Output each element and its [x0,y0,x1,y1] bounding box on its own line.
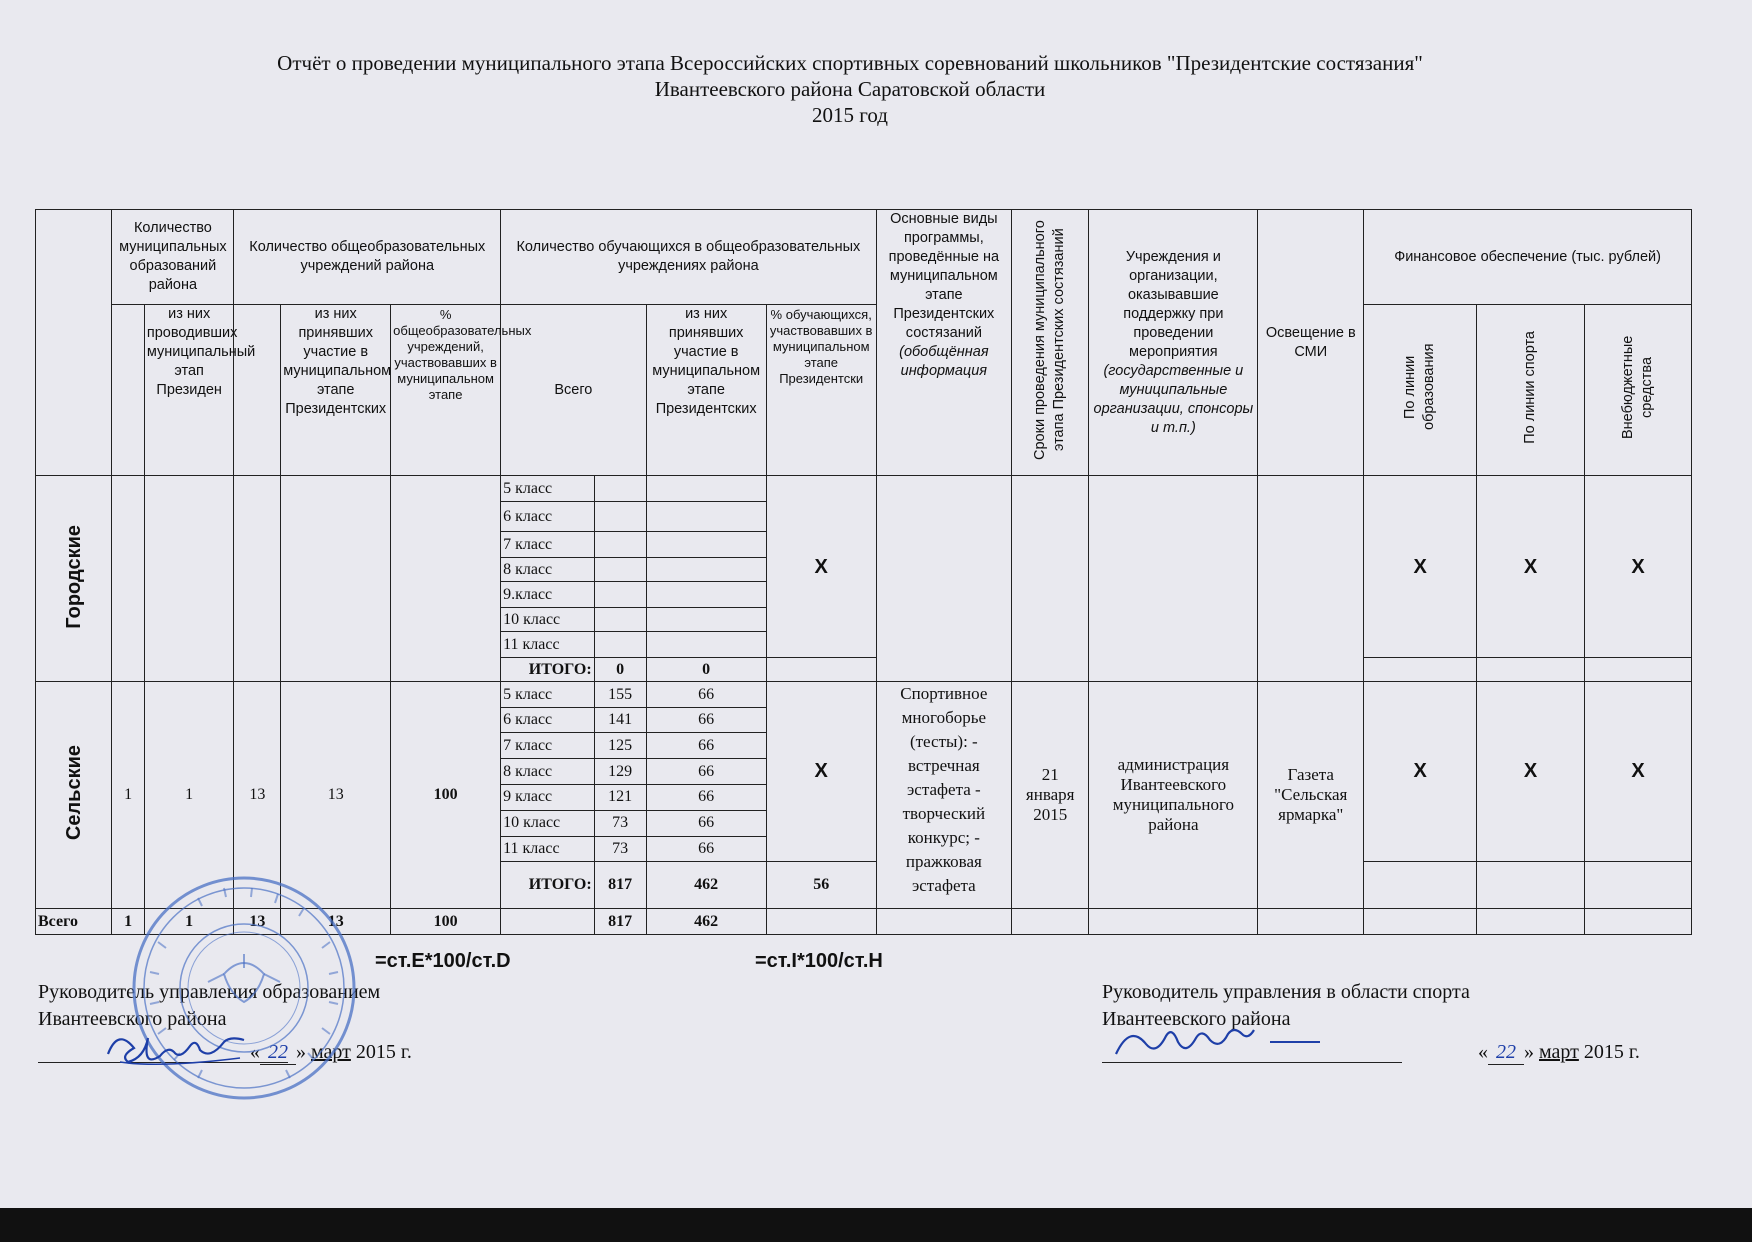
grand-total-support [1089,909,1258,935]
urban-total-fin-sport [1477,658,1585,682]
municipal-empty-header [112,305,145,476]
grand-total-media [1258,909,1364,935]
finance-edu-header [1364,305,1477,476]
grand-total-schools: 13 [234,909,281,935]
students-part-header [646,305,766,476]
header-row-top [36,210,1692,305]
report-title: Отчёт о проведении муниципального этапа Всероссийских спортивных соревнований школьников "Президентские состязания" [277,51,1423,75]
rural-total-part: 462 [646,861,766,908]
schools-empty-header [234,305,281,476]
grand-total-students: 817 [594,909,646,935]
students-pct-header [766,305,876,476]
urban-class-part [646,532,766,558]
urban-class-total [594,532,646,558]
left-quote-close: » [296,1041,306,1063]
corner-cell [36,210,112,476]
right-date [1478,1040,1640,1065]
left-signature-icon [100,1022,270,1074]
finance-sport-header-text: По линии спорта [1522,330,1539,444]
grand-total-label: Всего [36,909,112,935]
finance-edu-header-text: По линии образования [1402,343,1438,431]
rural-schools-part: 13 [281,682,391,909]
urban-fin-extra: Х [1585,476,1692,658]
municipal-held-header-text: из них проводивших муниципальный этап Президен [146,306,256,398]
rural-fin-sport: Х [1477,682,1585,862]
urban-class-total [594,558,646,582]
rural-total-pct: 56 [766,861,876,908]
urban-class-label: 9.класс [501,582,595,608]
grand-total-fin-sport [1477,909,1585,935]
rural-class-label: 8 класс [501,759,595,785]
rural-total-fin-edu [1364,861,1477,908]
urban-row-5 [36,476,1692,502]
left-date-year: 2015 г. [355,1041,412,1063]
right-quote-close: » [1524,1041,1534,1063]
rural-pct-x: Х [766,682,876,862]
urban-schools [234,476,281,682]
finance-extra-header-text: Внебюджетные средства [1620,335,1655,439]
urban-support [1089,476,1258,682]
program-header [876,210,1011,476]
finance-sport-header [1477,305,1585,476]
left-signer-district: Ивантеевского района [38,1008,227,1030]
rural-total-label: ИТОГО: [501,861,595,908]
urban-label: Городские [62,524,85,629]
urban-class-part [646,558,766,582]
header-row-sub [36,305,1692,476]
rural-class-label: 11 класс [501,836,595,861]
rural-class-part: 66 [646,682,766,708]
rural-class-total: 129 [594,759,646,785]
rural-class-part: 66 [646,785,766,810]
grand-total-fin-extra [1585,909,1692,935]
rural-class-label: 10 класс [501,810,595,836]
rural-class-part: 66 [646,759,766,785]
urban-fin-edu: Х [1364,476,1477,658]
rural-schools-pct: 100 [391,682,501,909]
rural-class-total: 73 [594,836,646,861]
schools-part-header-text: из них принявших участие в муниципальном этапе Президентских [283,306,392,417]
finance-header: Финансовое обеспечение (тыс. рублей) [1364,210,1692,305]
rural-class-label: 6 класс [501,708,595,733]
support-header [1089,210,1258,476]
urban-total-students: 0 [594,658,646,682]
rural-class-part: 66 [646,836,766,861]
urban-total-part: 0 [646,658,766,682]
report-table [35,209,1692,935]
dates-header [1012,210,1089,476]
students-count-header: Количество обучающихся в общеобразовательных учреждениях района [501,210,877,305]
urban-label-cell [36,476,112,682]
urban-class-part [646,476,766,502]
dates-header-text: Сроки проведения муниципального этапа Президентских состязаний [1032,219,1068,460]
right-signer-district: Ивантеевского района [1102,1008,1291,1030]
finance-extra-header [1585,305,1692,476]
urban-class-part [646,502,766,532]
urban-class-label: 8 класс [501,558,595,582]
grand-total-schools-pct: 100 [391,909,501,935]
urban-total-fin-extra [1585,658,1692,682]
schools-count-header: Количество общеобразовательных учреждений района [234,210,501,305]
urban-class-total [594,608,646,632]
support-header-text: Учреждения и организации, оказывавшие поддержку при проведении мероприятия [1123,248,1224,360]
rural-class-label: 5 класс [501,682,595,708]
urban-class-part [646,632,766,658]
urban-media [1258,476,1364,682]
grand-total-fin-edu [1364,909,1477,935]
rural-class-part: 66 [646,708,766,733]
rural-fin-edu: Х [1364,682,1477,862]
rural-class-total: 73 [594,810,646,836]
rural-label-cell [36,682,112,909]
urban-dates [1012,476,1089,682]
left-date-day: 22 [260,1040,296,1065]
rural-schools: 13 [234,682,281,909]
urban-class-label: 10 класс [501,608,595,632]
rural-program [876,682,1011,909]
municipal-count-header: Количество муниципальных образований района [112,210,234,305]
left-quote-open: « [250,1041,260,1063]
rural-support: администрация Ивантеевского муниципального района [1089,682,1258,909]
urban-class-part [646,608,766,632]
rural-total-fin-sport [1477,861,1585,908]
rural-class-part: 66 [646,733,766,759]
grand-total-empty [501,909,595,935]
rural-row-5 [36,682,1692,708]
formula-students-pct: =ст.I*100/ст.H [755,950,883,972]
schools-pct-header-text: % общеобразовательных учреждений, участвовавших в муниципальном этапе [393,307,532,402]
right-signer-title: Руководитель управления в области спорта [1102,981,1470,1003]
rural-total-fin-extra [1585,861,1692,908]
program-header-text: Основные виды программы, проведённые на муниципальном этапе Президентских состязаний [888,211,1000,341]
urban-pct-x: Х [766,476,876,658]
rural-class-label: 9 класс [501,785,595,810]
urban-total-label: ИТОГО: [501,658,595,682]
students-pct-header-text: % обучающихся, участвовавших в муниципальном этапе Президентски [769,307,873,386]
urban-total-fin-edu [1364,658,1477,682]
rural-municipal: 1 [112,682,145,909]
grand-total-municipal-held: 1 [144,909,234,935]
rural-municipal-held: 1 [144,682,234,909]
urban-class-total [594,632,646,658]
right-quote-open: « [1478,1041,1488,1063]
media-header: Освещение в СМИ [1258,210,1364,476]
urban-class-total [594,502,646,532]
urban-municipal [112,476,145,682]
right-signature-icon [1110,1018,1340,1066]
rural-dates-text: 21 января 2015 [1025,765,1075,824]
rural-class-total: 125 [594,733,646,759]
urban-total-pct [766,658,876,682]
formula-schools-pct: =ст.E*100/ст.D [375,950,511,972]
rural-fin-extra: Х [1585,682,1692,862]
grand-total-municipal: 1 [112,909,145,935]
grand-total-program [876,909,1011,935]
left-signer-title: Руководитель управления образованием [38,981,381,1003]
support-header-note: (государственные и муниципальные организации, спонсоры и т.п.) [1093,362,1254,436]
urban-class-label: 11 класс [501,632,595,658]
scan-bottom-edge [0,1208,1752,1242]
rural-class-label: 7 класс [501,733,595,759]
urban-class-label: 6 класс [501,502,595,532]
rural-media: Газета "Сельская ярмарка" [1258,682,1364,909]
rural-label: Сельские [62,745,85,841]
program-header-note: (обобщённая информация [899,344,989,379]
municipal-held-header [144,305,256,476]
rural-class-total: 155 [594,682,646,708]
report-subtitle: Ивантеевского района Саратовской области [654,77,1046,101]
right-date-month: март [1539,1041,1579,1063]
report-year: 2015 год [812,103,888,127]
rural-class-total: 121 [594,785,646,810]
grand-total-dates [1012,909,1089,935]
urban-schools-part [281,476,391,682]
schools-pct-header [391,305,532,476]
urban-class-part [646,582,766,608]
schools-part-header [281,305,391,476]
urban-class-total [594,476,646,502]
students-part-header-text: из них принявших участие в муниципальном этапе Президентских [652,306,761,417]
grand-total-schools-part: 13 [281,909,391,935]
grand-total-students-pct [766,909,876,935]
right-date-year: 2015 г. [1583,1041,1640,1063]
grand-total-students-part: 462 [646,909,766,935]
rural-class-part: 66 [646,810,766,836]
urban-class-label: 5 класс [501,476,595,502]
urban-class-label: 7 класс [501,532,595,558]
left-date-month: март [311,1041,351,1063]
urban-schools-pct [391,476,501,682]
urban-fin-sport: Х [1477,476,1585,658]
rural-class-total: 141 [594,708,646,733]
rural-dates [1012,682,1089,909]
urban-municipal-held [144,476,234,682]
right-date-day: 22 [1488,1040,1524,1065]
rural-program-text: Спортивное многоборье (тесты): - встречная эстафета - творческий конкурс; - пражковая эстафета [900,684,988,895]
rural-total-students: 817 [594,861,646,908]
students-total-header: Всего [501,305,647,476]
urban-class-total [594,582,646,608]
urban-program [876,476,1011,682]
